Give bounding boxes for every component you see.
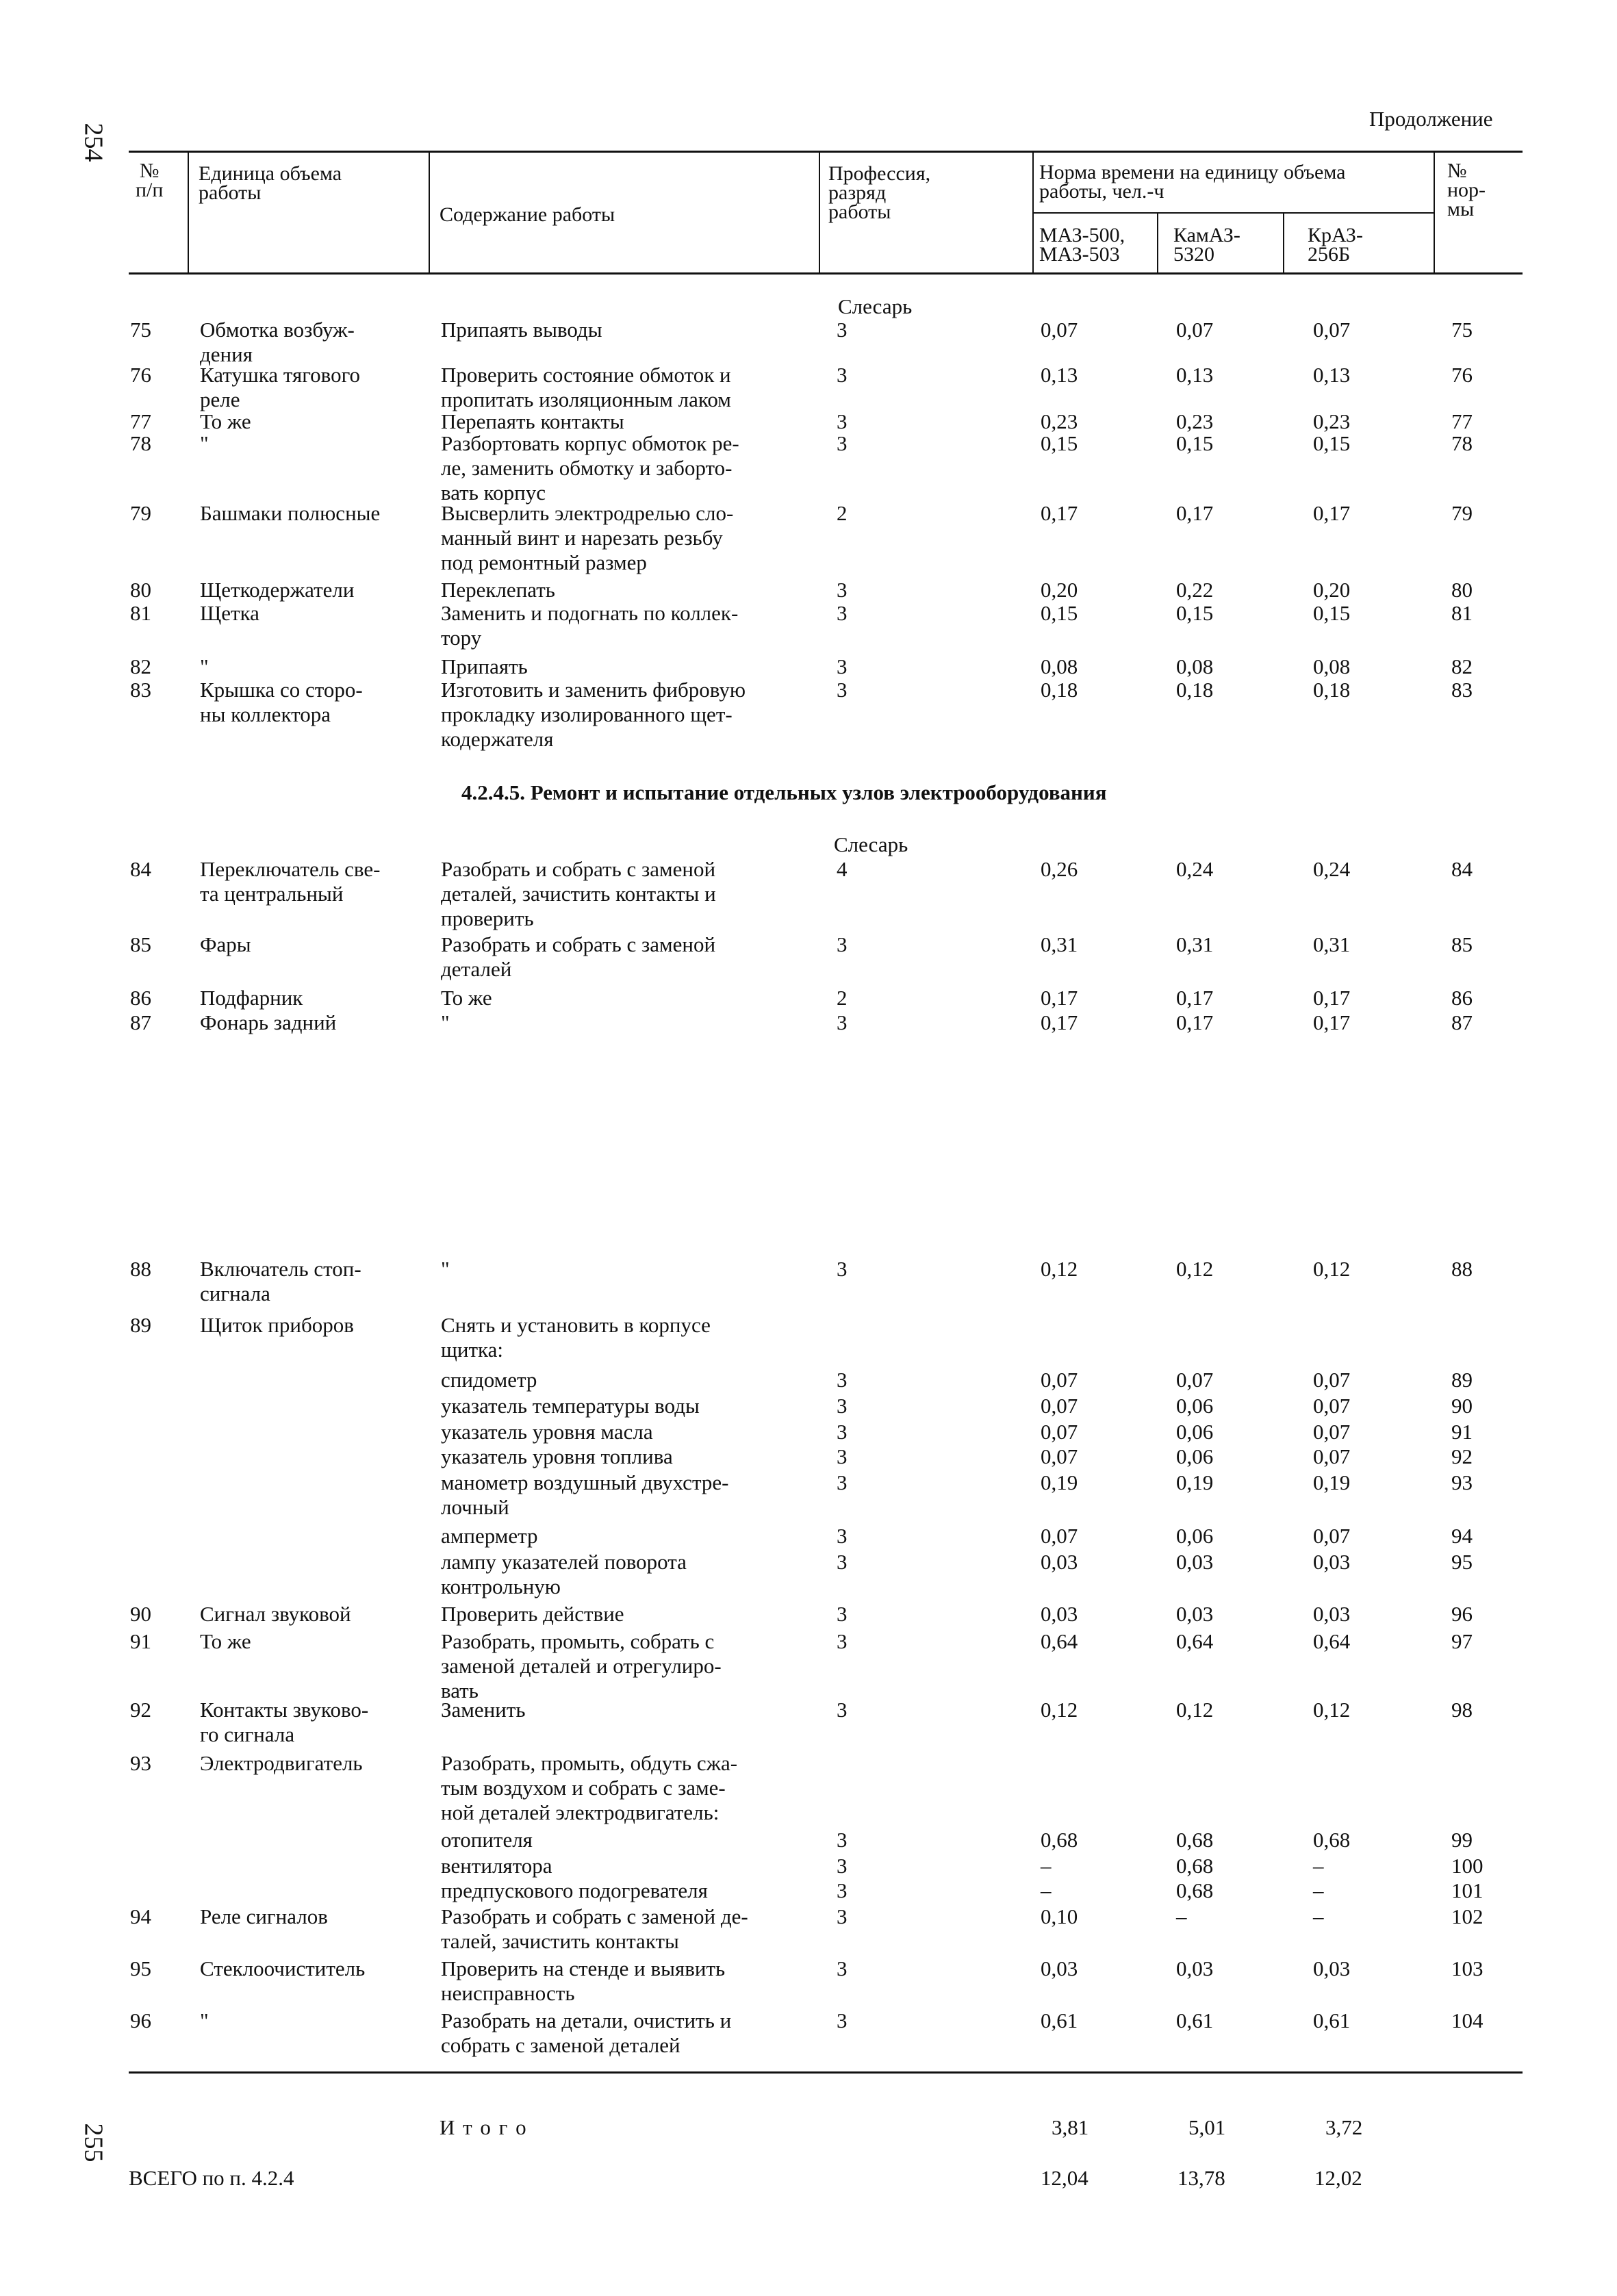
row-grade: 3 [837,932,848,956]
row-norm: 89 [1451,1368,1473,1392]
row-kamaz: 0,07 [1176,1368,1214,1392]
row-maz: 0,07 [1041,1368,1078,1392]
row-grade: 4 [837,857,848,881]
row-kamaz: 0,24 [1176,857,1214,881]
row-content: Проверить действие [441,1602,624,1626]
header-col-rule [188,151,189,274]
row-norm: 77 [1451,409,1473,433]
row-kamaz: 0,03 [1176,1956,1214,1980]
row-maz: 0,03 [1041,1956,1078,1980]
row-kamaz: 0,31 [1176,932,1214,956]
row-number: 91 [130,1629,151,1653]
row-grade: 3 [837,678,848,702]
row-unit: То же [200,409,251,433]
row-content: Перепаять контакты [441,409,624,433]
row-kamaz: 0,12 [1176,1698,1214,1722]
row-kraz: 0,31 [1313,932,1351,956]
row-number: 94 [130,1904,151,1928]
row-number: 96 [130,2008,151,2032]
row-kraz: 0,17 [1313,986,1351,1010]
totals-rule [129,2071,1523,2074]
vsego-maz: 12,04 [1041,2166,1088,2190]
row-number: 76 [130,363,151,387]
row-grade: 3 [837,431,848,455]
row-kamaz: 0,23 [1176,409,1214,433]
row-norm: 81 [1451,601,1473,625]
row-maz: 0,07 [1041,318,1078,342]
row-grade: 2 [837,986,848,1010]
row-number: 92 [130,1698,151,1722]
row-kamaz: – [1176,1904,1187,1928]
row-kamaz: 0,15 [1176,431,1214,455]
page-number-bottom: 255 [79,2123,108,2163]
row-content: манометр воздушный двухстре- лочный [441,1470,729,1519]
row-kamaz: 0,61 [1176,2008,1214,2032]
row-norm: 90 [1451,1394,1473,1418]
row-unit: Стеклоочиститель [200,1956,366,1980]
row-kamaz: 0,07 [1176,318,1214,342]
row-content: амперметр [441,1524,538,1548]
row-norm: 86 [1451,986,1473,1010]
row-maz: 0,07 [1041,1394,1078,1418]
row-norm: 97 [1451,1629,1473,1653]
vsego-label: ВСЕГО по п. 4.2.4 [129,2166,294,2190]
header-unit: Единица объема работы [199,162,342,204]
row-kamaz: 0,06 [1176,1444,1214,1468]
row-unit: Электродвигатель [200,1751,363,1775]
row-content: Припаять [441,654,528,678]
row-kraz: 0,07 [1313,1368,1351,1392]
row-content: отопителя [441,1828,533,1852]
row-maz: 0,15 [1041,431,1078,455]
row-kraz: 0,61 [1313,2008,1351,2032]
row-norm: 84 [1451,857,1473,881]
row-kraz: 0,12 [1313,1257,1351,1281]
itogo-kamaz: 5,01 [1188,2115,1226,2139]
row-unit: Контакты звуково- го сигнала [200,1698,369,1746]
vsego-kraz: 12,02 [1314,2166,1362,2190]
header-col-rule [1434,151,1435,274]
row-grade: 3 [837,363,848,387]
row-maz: 0,20 [1041,578,1078,602]
row-norm: 82 [1451,654,1473,678]
row-kraz: 0,24 [1313,857,1351,881]
row-unit: Реле сигналов [200,1904,328,1928]
itogo-maz: 3,81 [1052,2115,1089,2139]
header-col-rule [1283,212,1284,274]
row-norm: 99 [1451,1828,1473,1852]
row-kraz: 0,03 [1313,1550,1351,1574]
row-norm: 79 [1451,501,1473,525]
row-norm: 80 [1451,578,1473,602]
row-norm: 95 [1451,1550,1473,1574]
itogo-kraz: 3,72 [1325,2115,1363,2139]
row-norm: 103 [1451,1956,1484,1980]
row-maz: 0,12 [1041,1698,1078,1722]
row-number: 88 [130,1257,151,1281]
row-kraz: – [1313,1904,1324,1928]
row-maz: 0,15 [1041,601,1078,625]
row-unit: Включатель стоп- сигнала [200,1257,361,1305]
row-content: указатель температуры воды [441,1394,700,1418]
row-content: Разобрать и собрать с заменой де- талей, зачистить контакты [441,1904,748,1953]
row-kamaz: 0,17 [1176,986,1214,1010]
row-kraz: 0,03 [1313,1602,1351,1626]
row-norm: 91 [1451,1420,1473,1444]
row-number: 75 [130,318,151,342]
row-grade: 2 [837,501,848,525]
row-maz: 0,08 [1041,654,1078,678]
row-kraz: 0,64 [1313,1629,1351,1653]
row-content: указатель уровня топлива [441,1444,673,1468]
row-grade: 3 [837,1444,848,1468]
header-col-rule [819,151,820,274]
row-maz: 0,26 [1041,857,1078,881]
row-norm: 92 [1451,1444,1473,1468]
row-unit: Башмаки полюсные [200,501,381,525]
row-kamaz: 0,17 [1176,501,1214,525]
header-col-rule [429,151,430,274]
row-grade: 3 [837,1878,848,1902]
row-content: лампу указателей поворота контрольную [441,1550,687,1598]
row-norm: 75 [1451,318,1473,342]
row-grade: 3 [837,1602,848,1626]
row-content: Проверить состояние обмоток и пропитать изоляционным лаком [441,363,731,411]
row-unit: " [200,431,209,455]
row-kraz: 0,12 [1313,1698,1351,1722]
row-number: 95 [130,1956,151,1980]
row-norm: 94 [1451,1524,1473,1548]
row-norm: 101 [1451,1878,1484,1902]
row-content: Разобрать, промыть, собрать с заменой деталей и отрегулиро- вать [441,1629,722,1702]
row-kamaz: 0,19 [1176,1470,1214,1494]
continuation-label: Продолжение [1369,107,1493,131]
row-maz: 0,10 [1041,1904,1078,1928]
row-kraz: 0,19 [1313,1470,1351,1494]
row-maz: 0,12 [1041,1257,1078,1281]
row-content: Высверлить электродрелью сло- манный винт и нарезать резьбу под ремонтный размер [441,501,734,574]
row-number: 84 [130,857,151,881]
row-norm: 96 [1451,1602,1473,1626]
row-grade: 3 [837,578,848,602]
row-kraz: 0,15 [1313,601,1351,625]
row-unit: Щетка [200,601,259,625]
itogo-label: И т о г о [440,2115,528,2139]
row-unit: Щиток приборов [200,1313,354,1337]
row-content: Снять и установить в корпусе щитка: [441,1313,711,1362]
row-maz: 0,18 [1041,678,1078,702]
row-grade: 3 [837,1904,848,1928]
section-profession-label: Слесарь [838,294,913,318]
page-number-top: 254 [79,123,108,162]
row-maz: 0,19 [1041,1470,1078,1494]
header-num: № п/п [136,160,164,201]
row-maz: 0,03 [1041,1550,1078,1574]
row-maz: 0,61 [1041,2008,1078,2032]
row-maz: – [1041,1878,1052,1902]
section-profession-label: Слесарь [834,832,908,856]
row-content: Заменить [441,1698,526,1722]
row-norm: 87 [1451,1010,1473,1034]
header-kamaz: КамАЗ- 5320 [1173,224,1240,266]
row-number: 82 [130,654,151,678]
row-maz: 0,13 [1041,363,1078,387]
header-bottom-rule [129,272,1523,275]
row-kamaz: 0,06 [1176,1524,1214,1548]
header-col-rule [1032,151,1034,274]
row-maz: 0,64 [1041,1629,1078,1653]
row-number: 93 [130,1751,151,1775]
row-grade: 3 [837,1629,848,1653]
row-number: 78 [130,431,151,455]
row-unit: Обмотка возбуж- дения [200,318,355,366]
row-grade: 3 [837,1257,848,1281]
row-grade: 3 [837,409,848,433]
row-kamaz: 0,68 [1176,1854,1214,1878]
row-kraz: – [1313,1878,1324,1902]
row-kamaz: 0,17 [1176,1010,1214,1034]
header-col-rule [1157,212,1158,274]
header-top-rule [129,151,1523,153]
row-maz: 0,17 [1041,986,1078,1010]
row-kamaz: 0,64 [1176,1629,1214,1653]
row-grade: 3 [837,1854,848,1878]
row-grade: 3 [837,318,848,342]
row-kraz: 0,17 [1313,501,1351,525]
row-norm: 98 [1451,1698,1473,1722]
header-sub-rule [1032,212,1435,214]
row-unit: Щеткодержатели [200,578,355,602]
row-unit: " [200,654,209,678]
row-unit: " [200,2008,209,2032]
row-grade: 3 [837,1828,848,1852]
row-kraz: 0,68 [1313,1828,1351,1852]
row-grade: 3 [837,601,848,625]
row-kamaz: 0,06 [1176,1420,1214,1444]
row-kamaz: 0,68 [1176,1828,1214,1852]
row-kamaz: 0,13 [1176,363,1214,387]
row-maz: – [1041,1854,1052,1878]
row-content: То же [441,986,492,1010]
header-norm-group: Норма времени на единицу объема работы, чел.-ч [1039,161,1346,203]
row-kraz: 0,08 [1313,654,1351,678]
row-norm: 104 [1451,2008,1484,2032]
row-kraz: 0,17 [1313,1010,1351,1034]
row-grade: 3 [837,1524,848,1548]
header-prof: Профессия, разряд работы [828,162,931,223]
row-grade: 3 [837,1550,848,1574]
row-content: Переклепать [441,578,555,602]
row-maz: 0,17 [1041,1010,1078,1034]
row-kraz: – [1313,1854,1324,1878]
row-maz: 0,07 [1041,1420,1078,1444]
row-norm: 93 [1451,1470,1473,1494]
row-norm: 78 [1451,431,1473,455]
row-norm: 88 [1451,1257,1473,1281]
header-maz: МАЗ-500, МАЗ-503 [1039,224,1125,266]
row-norm: 76 [1451,363,1473,387]
header-kraz: КрАЗ- 256Б [1308,224,1363,266]
row-kamaz: 0,68 [1176,1878,1214,1902]
row-content: вентилятора [441,1854,552,1878]
row-grade: 3 [837,1698,848,1722]
row-grade: 3 [837,1368,848,1392]
row-kamaz: 0,06 [1176,1394,1214,1418]
row-kraz: 0,07 [1313,1420,1351,1444]
row-grade: 3 [837,2008,848,2032]
row-content: Разобрать на детали, очистить и собрать с заменой деталей [441,2008,732,2057]
row-kamaz: 0,18 [1176,678,1214,702]
row-maz: 0,07 [1041,1524,1078,1548]
row-content: Изготовить и заменить фибровую прокладку изолированного щет- кодержателя [441,678,746,751]
row-content: спидометр [441,1368,537,1392]
row-number: 83 [130,678,151,702]
header-content: Содержание работы [440,203,615,226]
row-grade: 3 [837,1956,848,1980]
vsego-kamaz: 13,78 [1177,2166,1225,2190]
row-content: Проверить на стенде и выявить неисправность [441,1956,726,2005]
row-kraz: 0,20 [1313,578,1351,602]
row-grade: 3 [837,1470,848,1494]
row-kraz: 0,13 [1313,363,1351,387]
row-kraz: 0,07 [1313,1394,1351,1418]
row-number: 77 [130,409,151,433]
row-number: 85 [130,932,151,956]
row-kraz: 0,07 [1313,1444,1351,1468]
row-unit: Катушка тягового реле [200,363,361,411]
row-unit: Фары [200,932,251,956]
row-unit: Переключатель све- та центральный [200,857,381,906]
row-norm: 100 [1451,1854,1484,1878]
row-grade: 3 [837,1394,848,1418]
row-grade: 3 [837,1010,848,1034]
row-unit: Сигнал звуковой [200,1602,351,1626]
row-number: 90 [130,1602,151,1626]
row-maz: 0,68 [1041,1828,1078,1852]
row-kraz: 0,23 [1313,409,1351,433]
row-maz: 0,23 [1041,409,1078,433]
row-content: " [441,1257,450,1281]
row-kraz: 0,07 [1313,318,1351,342]
row-content: Разобрать, промыть, обдуть сжа- тым воздухом и собрать с заме- ной деталей электродвигатель: [441,1751,738,1824]
row-number: 80 [130,578,151,602]
row-unit: Фонарь задний [200,1010,337,1034]
row-kraz: 0,07 [1313,1524,1351,1548]
row-content: предпускового подогревателя [441,1878,708,1902]
row-maz: 0,07 [1041,1444,1078,1468]
row-kraz: 0,18 [1313,678,1351,702]
row-grade: 3 [837,1420,848,1444]
row-kraz: 0,03 [1313,1956,1351,1980]
row-content: Припаять выводы [441,318,602,342]
row-unit: Подфарник [200,986,303,1010]
row-grade: 3 [837,654,848,678]
row-maz: 0,03 [1041,1602,1078,1626]
row-number: 87 [130,1010,151,1034]
row-kamaz: 0,12 [1176,1257,1214,1281]
row-kamaz: 0,03 [1176,1602,1214,1626]
row-content: указатель уровня масла [441,1420,653,1444]
row-kamaz: 0,03 [1176,1550,1214,1574]
row-maz: 0,31 [1041,932,1078,956]
row-kamaz: 0,22 [1176,578,1214,602]
header-norm-no: № нор- мы [1447,160,1486,220]
row-norm: 83 [1451,678,1473,702]
row-kamaz: 0,08 [1176,654,1214,678]
row-norm: 102 [1451,1904,1484,1928]
row-number: 79 [130,501,151,525]
row-norm: 85 [1451,932,1473,956]
row-content: Заменить и подогнать по коллек- тору [441,601,739,650]
row-content: " [441,1010,450,1034]
row-content: Разобрать и собрать с заменой деталей [441,932,716,981]
row-kamaz: 0,15 [1176,601,1214,625]
row-content: Разобрать и собрать с заменой деталей, зачистить контакты и проверить [441,857,716,930]
row-content: Разбортовать корпус обмоток ре- ле, заменить обмотку и заборто- вать корпус [441,431,739,505]
section-title: 4.2.4.5. Ремонт и испытание отдельных узлов электрооборудования [461,780,1107,804]
row-maz: 0,17 [1041,501,1078,525]
row-number: 81 [130,601,151,625]
row-unit: Крышка со сторо- ны коллектора [200,678,363,726]
row-kraz: 0,15 [1313,431,1351,455]
row-number: 86 [130,986,151,1010]
row-unit: То же [200,1629,251,1653]
row-number: 89 [130,1313,151,1337]
